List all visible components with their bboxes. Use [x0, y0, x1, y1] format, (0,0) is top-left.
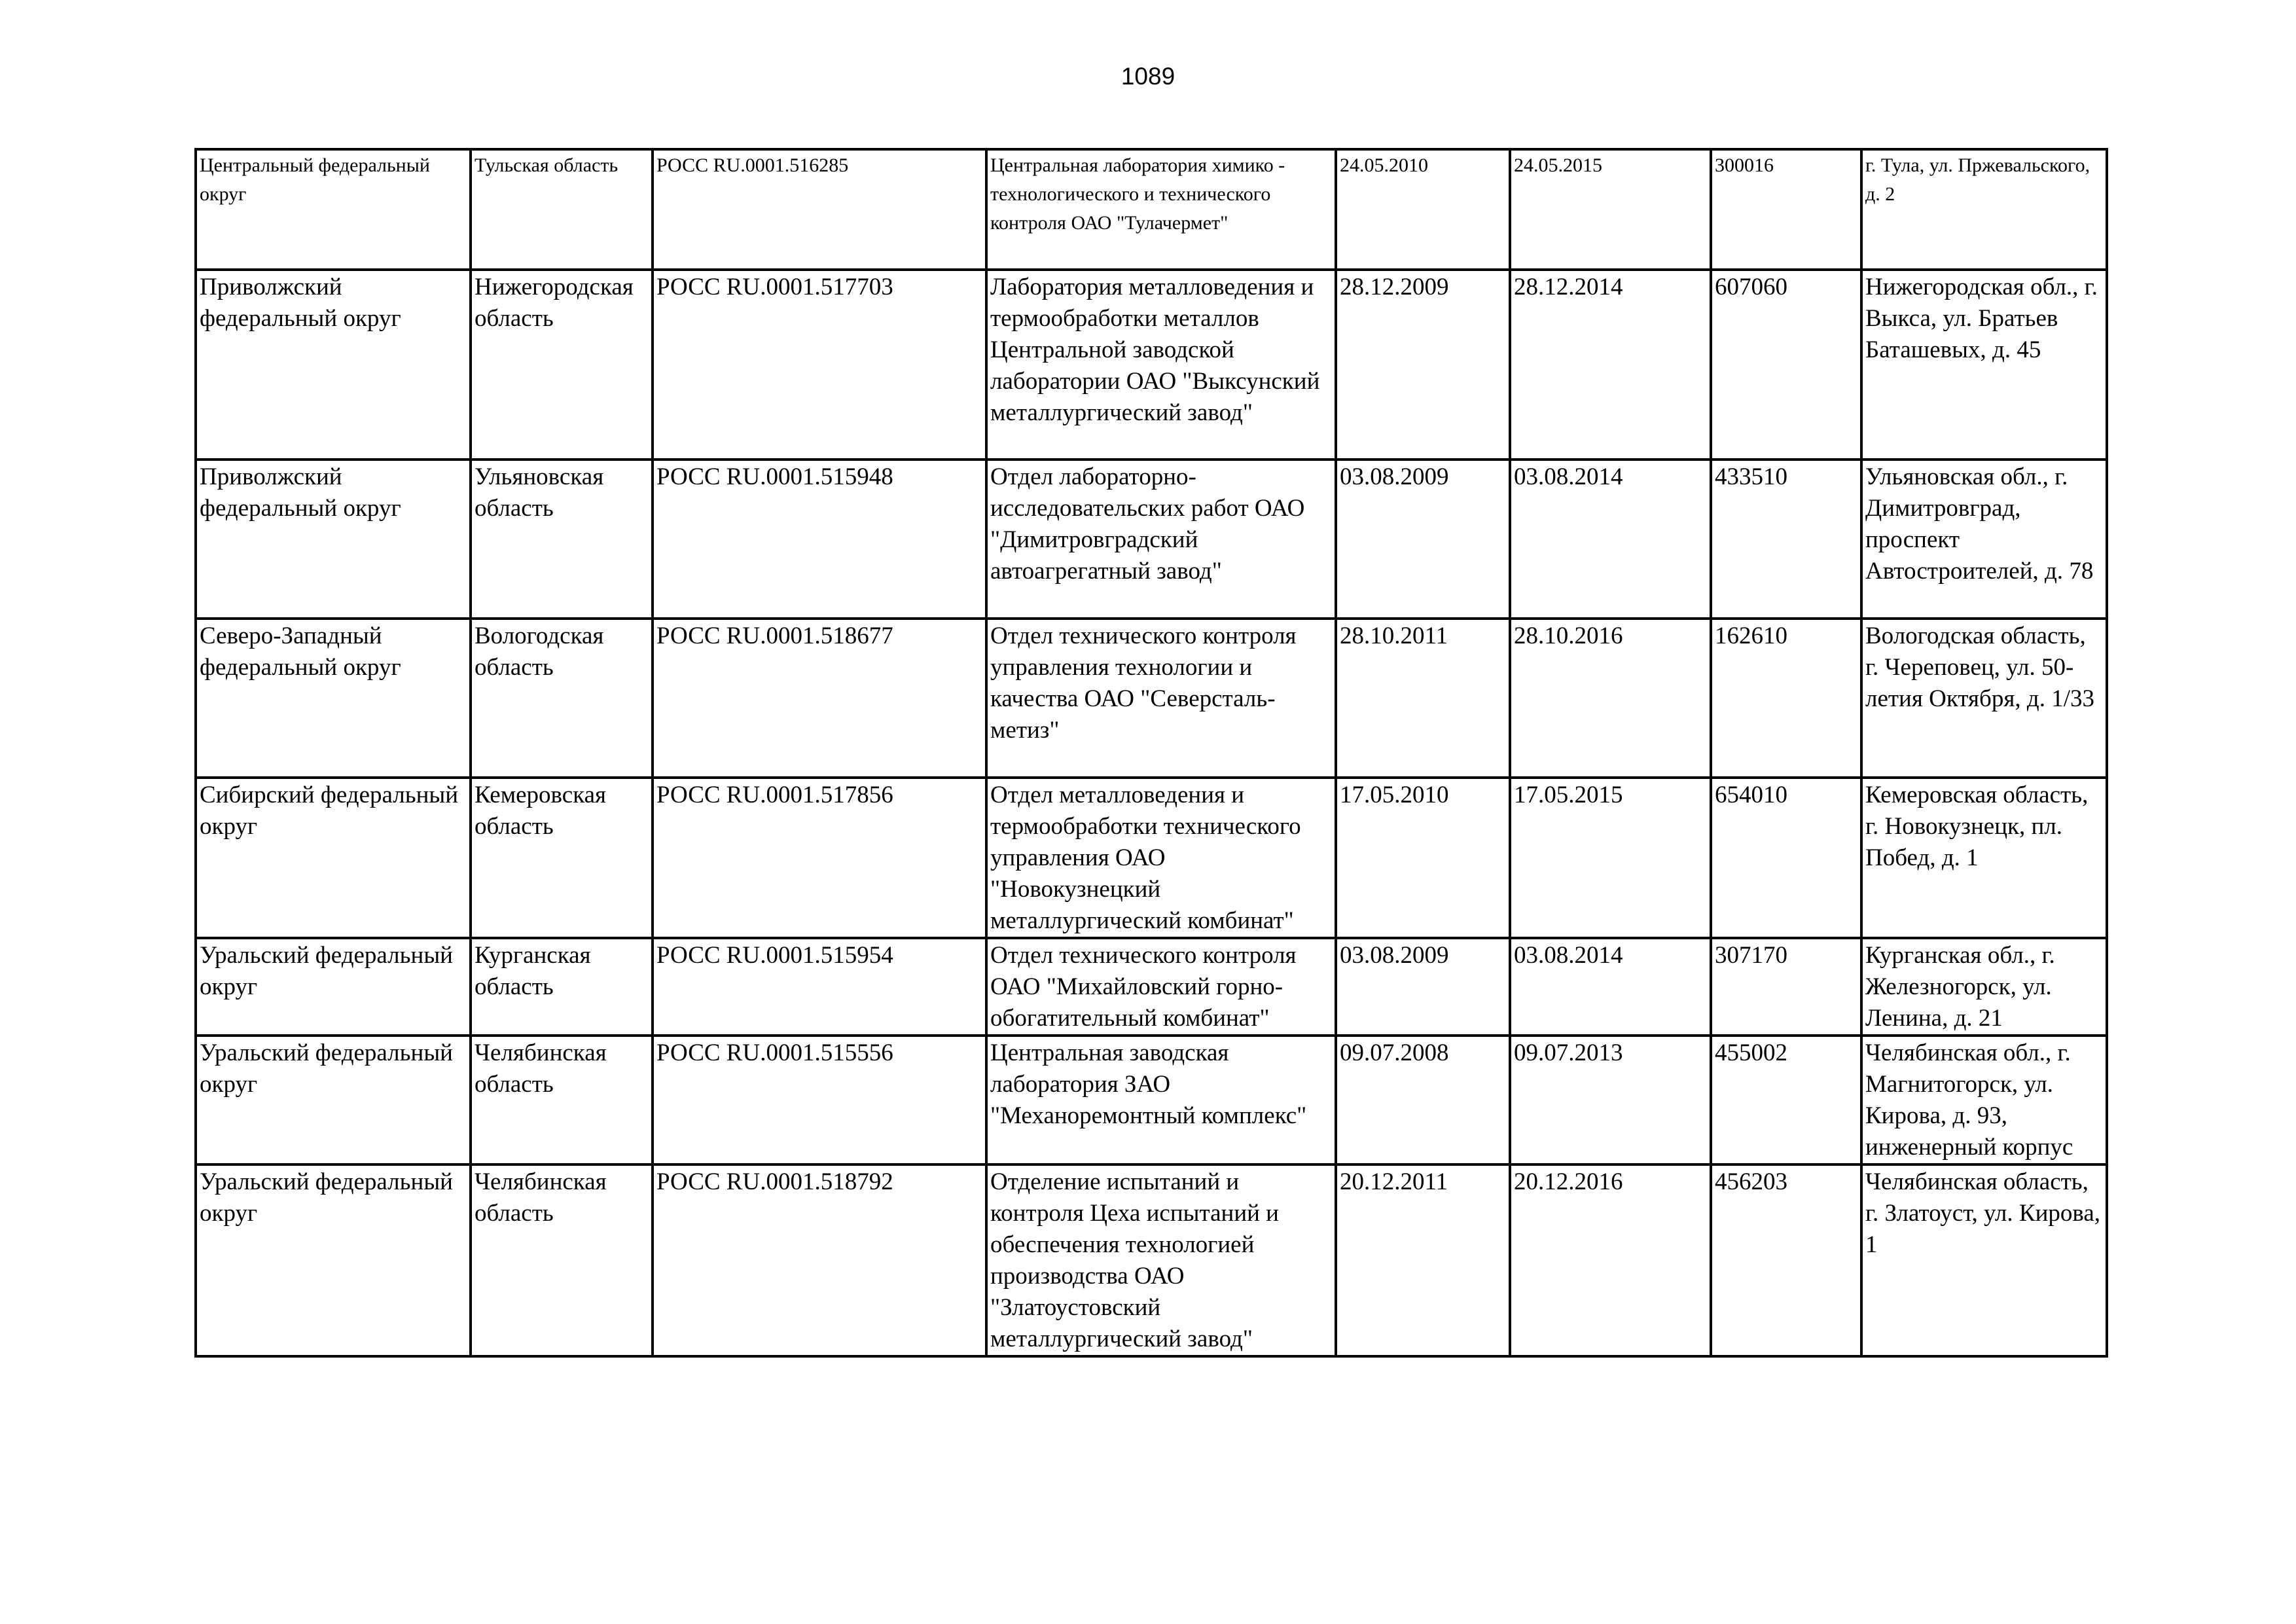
certificate-cell: РОСС RU.0001.515954 [653, 938, 986, 1036]
date-from-cell: 20.12.2011 [1336, 1164, 1510, 1356]
region-cell: Вологодская область [471, 619, 653, 778]
table-row [196, 460, 2107, 619]
certificate-cell: РОСС RU.0001.515948 [653, 460, 986, 619]
table-row [196, 270, 2107, 460]
district-cell: Северо-Западный федеральный округ [196, 619, 471, 778]
date-from-cell: 03.08.2009 [1336, 460, 1510, 619]
postal-index-cell: 300016 [1711, 149, 1861, 270]
date-to-cell: 24.05.2015 [1510, 149, 1711, 270]
table-row [196, 938, 2107, 1036]
postal-index-cell: 162610 [1711, 619, 1861, 778]
table-row [196, 149, 2107, 270]
postal-index-cell: 433510 [1711, 460, 1861, 619]
address-cell: Ульяновская обл., г. Димитровград, проспект Автостроителей, д. 78 [1861, 460, 2107, 619]
table-row [196, 1164, 2107, 1356]
region-cell: Тульская область [471, 149, 653, 270]
page-number: 1089 [1121, 63, 1175, 90]
certificate-cell: РОСС RU.0001.516285 [653, 149, 986, 270]
date-to-cell: 09.07.2013 [1510, 1036, 1711, 1164]
laboratory-cell: Отделение испытаний и контроля Цеха испытаний и обеспечения технологией производства ОАО "Златоустовский металлургический завод" [986, 1164, 1336, 1356]
postal-index-cell: 307170 [1711, 938, 1861, 1036]
certificate-cell: РОСС RU.0001.518677 [653, 619, 986, 778]
region-cell: Нижегородская область [471, 270, 653, 460]
date-from-cell: 03.08.2009 [1336, 938, 1510, 1036]
certificate-cell: РОСС RU.0001.517856 [653, 778, 986, 938]
laboratory-cell: Лаборатория металловедения и термообработки металлов Центральной заводской лаборатории ОАО "Выксунский металлургический завод" [986, 270, 1336, 460]
postal-index-cell: 607060 [1711, 270, 1861, 460]
table-row [196, 619, 2107, 778]
laboratory-registry-table [194, 148, 2108, 1358]
district-cell: Приволжский федеральный округ [196, 460, 471, 619]
date-from-cell: 09.07.2008 [1336, 1036, 1510, 1164]
address-cell: Вологодская область, г. Череповец, ул. 50-летия Октября, д. 1/33 [1861, 619, 2107, 778]
table-row [196, 778, 2107, 938]
date-to-cell: 20.12.2016 [1510, 1164, 1711, 1356]
address-cell: Кемеровская область, г. Новокузнецк, пл. Побед, д. 1 [1861, 778, 2107, 938]
address-cell: г. Тула, ул. Пржевальского, д. 2 [1861, 149, 2107, 270]
address-cell: Курганская обл., г. Железногорск, ул. Ленина, д. 21 [1861, 938, 2107, 1036]
laboratory-cell: Отдел металловедения и термообработки технического управления ОАО "Новокузнецкий металлургический комбинат" [986, 778, 1336, 938]
laboratory-cell: Центральная заводская лаборатория ЗАО "Механоремонтный комплекс" [986, 1036, 1336, 1164]
certificate-cell: РОСС RU.0001.518792 [653, 1164, 986, 1356]
laboratory-cell: Отдел технического контроля управления технологии и качества ОАО "Северсталь-метиз" [986, 619, 1336, 778]
address-cell: Челябинская область, г. Златоуст, ул. Кирова, 1 [1861, 1164, 2107, 1356]
date-to-cell: 17.05.2015 [1510, 778, 1711, 938]
region-cell: Ульяновская область [471, 460, 653, 619]
district-cell: Центральный федеральный округ [196, 149, 471, 270]
district-cell: Приволжский федеральный округ [196, 270, 471, 460]
certificate-cell: РОСС RU.0001.517703 [653, 270, 986, 460]
postal-index-cell: 455002 [1711, 1036, 1861, 1164]
district-cell: Уральский федеральный округ [196, 1036, 471, 1164]
date-to-cell: 28.12.2014 [1510, 270, 1711, 460]
laboratory-cell: Отдел технического контроля ОАО "Михайловский горно-обогатительный комбинат" [986, 938, 1336, 1036]
postal-index-cell: 654010 [1711, 778, 1861, 938]
date-to-cell: 03.08.2014 [1510, 938, 1711, 1036]
date-from-cell: 17.05.2010 [1336, 778, 1510, 938]
certificate-cell: РОСС RU.0001.515556 [653, 1036, 986, 1164]
district-cell: Уральский федеральный округ [196, 1164, 471, 1356]
postal-index-cell: 456203 [1711, 1164, 1861, 1356]
region-cell: Челябинская область [471, 1036, 653, 1164]
laboratory-cell: Отдел лабораторно-исследовательских работ ОАО "Димитровградский автоагрегатный завод" [986, 460, 1336, 619]
district-cell: Сибирский федеральный округ [196, 778, 471, 938]
table-row [196, 1036, 2107, 1164]
region-cell: Челябинская область [471, 1164, 653, 1356]
date-from-cell: 28.10.2011 [1336, 619, 1510, 778]
region-cell: Кемеровская область [471, 778, 653, 938]
date-from-cell: 24.05.2010 [1336, 149, 1510, 270]
address-cell: Челябинская обл., г. Магнитогорск, ул. Кирова, д. 93, инженерный корпус [1861, 1036, 2107, 1164]
date-to-cell: 03.08.2014 [1510, 460, 1711, 619]
date-from-cell: 28.12.2009 [1336, 270, 1510, 460]
region-cell: Курганская область [471, 938, 653, 1036]
laboratory-cell: Центральная лаборатория химико - технологического и технического контроля ОАО "Тулачермет" [986, 149, 1336, 270]
district-cell: Уральский федеральный округ [196, 938, 471, 1036]
date-to-cell: 28.10.2016 [1510, 619, 1711, 778]
address-cell: Нижегородская обл., г. Выкса, ул. Братьев Баташевых, д. 45 [1861, 270, 2107, 460]
